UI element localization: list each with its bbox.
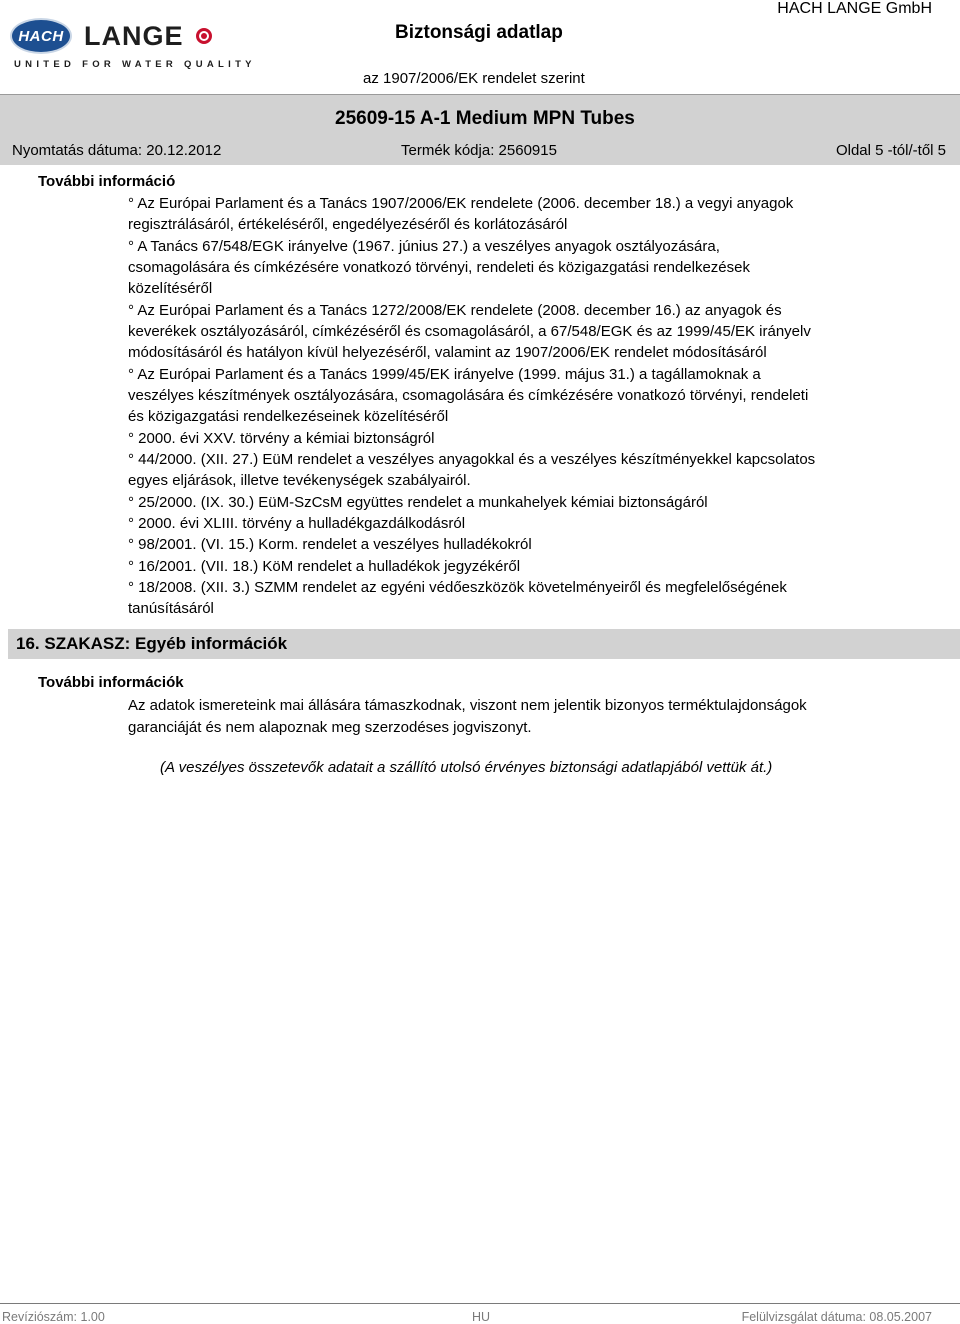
hach-logo: HACH bbox=[10, 18, 72, 54]
language-code: HU bbox=[472, 1310, 491, 1324]
print-date: Nyomtatás dátuma: 20.12.2012 bbox=[12, 142, 222, 159]
regulation-line: módosításáról és hatályon kívül helyezéséről, valamint az 1907/2006/EK rendelet módosításáról bbox=[128, 344, 767, 361]
regulation-line: egyes eljárások, illetve tevékenységek szabályairól. bbox=[128, 472, 471, 489]
regulation-line: közelítéséről bbox=[128, 280, 213, 297]
regulation-line: ° 18/2008. (XII. 3.) SZMM rendelet az egyéni védőeszközök követelményeiről és megfelelőségének bbox=[128, 579, 787, 596]
regulation-reference: az 1907/2006/EK rendelet szerint bbox=[363, 70, 585, 87]
regulation-line: és közigazgatási rendelkezéseinek közelítéséről bbox=[128, 408, 449, 425]
regulation-line: ° 25/2000. (IX. 30.) EüM-SzCsM együttes rendelet a munkahelyek kémiai biztonságáról bbox=[128, 494, 708, 511]
company-name: HACH LANGE GmbH bbox=[777, 0, 932, 17]
lange-logo: LANGE bbox=[84, 21, 184, 51]
disclaimer-line: garanciáját és nem alapoznak meg szerzodéses jogviszonyt. bbox=[128, 719, 532, 736]
product-code: Termék kódja: 2560915 bbox=[401, 142, 557, 159]
regulation-line: ° 2000. évi XXV. törvény a kémiai biztonságról bbox=[128, 430, 435, 447]
revision-number: Revíziószám: 1.00 bbox=[2, 1310, 105, 1324]
regulation-line: veszélyes készítmények osztályozására, csomagolására és címkézésére vonatkozó törvényi, rendeleti bbox=[128, 387, 809, 404]
regulation-line: ° 44/2000. (XII. 27.) EüM rendelet a veszélyes anyagokkal és a veszélyes készítményekkel kapcsolatos bbox=[128, 451, 816, 468]
regulation-line: tanúsításáról bbox=[128, 600, 214, 617]
regulation-line: ° Az Európai Parlament és a Tanács 1907/2006/EK rendelete (2006. december 18.) a vegyi anyagok bbox=[128, 195, 794, 212]
logo-tagline: UNITED FOR WATER QUALITY bbox=[14, 59, 256, 70]
disclaimer-line: Az adatok ismereteink mai állására támaszkodnak, viszont nem jelentik bizonyos terméktulajdonságok bbox=[128, 697, 807, 714]
regulation-line: ° Az Európai Parlament és a Tanács 1999/45/EK irányelve (1999. május 31.) a tagállamoknak a bbox=[128, 366, 761, 383]
regulation-line: keverékek osztályozásáról, címkézéséről és csomagolásáról, a 67/548/EGK és az 1999/45/EK irányelv bbox=[128, 323, 811, 340]
regulation-line: regisztrálásáról, értékeléséről, engedélyezéséről és korlátozásáról bbox=[128, 216, 568, 233]
product-name: 25609-15 A-1 Medium MPN Tubes bbox=[335, 108, 635, 129]
regulation-line: ° A Tanács 67/548/EGK irányelve (1967. június 27.) a veszélyes anyagok osztályozására, bbox=[128, 238, 720, 255]
regulation-line: ° 2000. évi XLIII. törvény a hulladékgazdálkodásról bbox=[128, 515, 466, 532]
section-16-title: 16. SZAKASZ: Egyéb információk bbox=[16, 634, 288, 653]
regulation-line: ° 98/2001. (VI. 15.) Korm. rendelet a veszélyes hulladékokról bbox=[128, 536, 532, 553]
regulation-line: csomagolására és címkézésére vonatkozó törvényi, rendeleti és közigazgatási rendelkezések bbox=[128, 259, 750, 276]
further-info-heading: További információ bbox=[38, 173, 176, 190]
regulation-line: ° Az Európai Parlament és a Tanács 1272/2008/EK rendelete (2008. december 16.) az anyagok és bbox=[128, 302, 782, 319]
review-date: Felülvizsgálat dátuma: 08.05.2007 bbox=[741, 1310, 932, 1324]
document-title: Biztonsági adatlap bbox=[395, 22, 563, 43]
lange-target-icon bbox=[196, 28, 212, 44]
section-16-heading: További információk bbox=[38, 674, 184, 691]
page-number: Oldal 5 -tól/-től 5 bbox=[835, 142, 946, 159]
footer-divider bbox=[0, 1303, 960, 1304]
supplier-note: (A veszélyes összetevők adatait a szállító utolsó érvényes biztonsági adatlapjából vettük át.) bbox=[160, 759, 773, 776]
regulation-line: ° 16/2001. (VII. 18.) KöM rendelet a hulladékok jegyzékéről bbox=[128, 558, 521, 575]
